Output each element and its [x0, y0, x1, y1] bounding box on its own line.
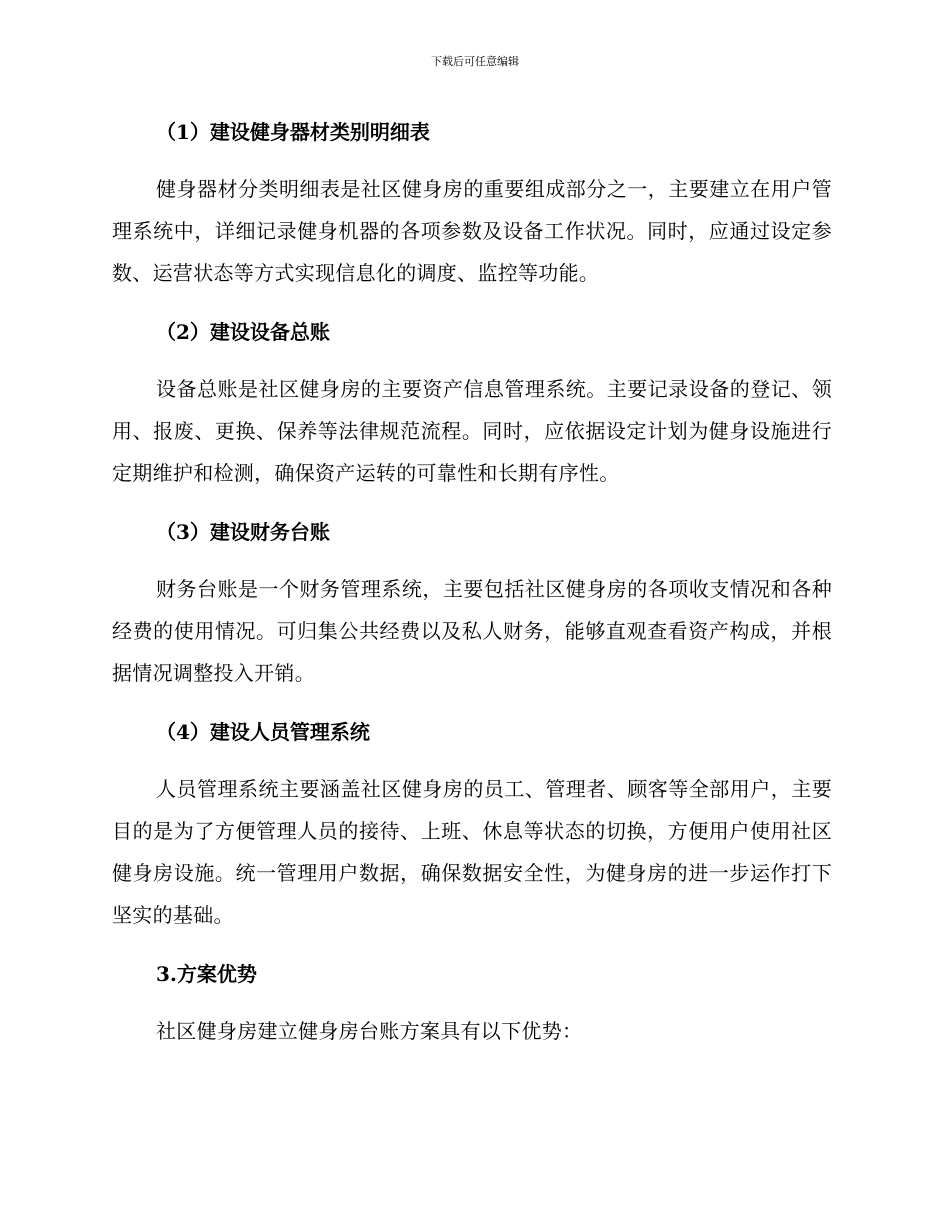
section-heading-2: （2）建设设备总账 [156, 320, 330, 344]
section-heading-5: 3.方案优势 [156, 962, 257, 986]
section-paragraph-2: 设备总账是社区健身房的主要资产信息管理系统。主要记录设备的登记、领用、报废、更换、保养等法律规范流程。同时，应依据设定计划为健身设施进行定期维护和检测，确保资产运转的可靠性和长期有序性。 [112, 377, 832, 485]
section-paragraph-4: 人员管理系统主要涵盖社区健身房的员工、管理者、顾客等全部用户，主要目的是为了方便管理人员的接待、上班、休息等状态的切换，方便用户使用社区健身房设施。统一管理用户数据，确保数据安全性，为健身房的进一步运作打下坚实的基础。 [112, 777, 832, 927]
section-heading-4: （4）建设人员管理系统 [156, 720, 370, 744]
document-body [112, 108, 832, 1052]
section-heading-3: （3）建设财务台账 [156, 520, 330, 544]
section-paragraph-5: 社区健身房建立健身房台账方案具有以下优势： [156, 1019, 583, 1043]
section-paragraph-1: 健身器材分类明细表是社区健身房的重要组成部分之一，主要建立在用户管理系统中，详细记录健身机器的各项参数及设备工作状况。同时，应通过设定参数、运营状态等方式实现信息化的调度、监控等功能。 [112, 177, 832, 285]
section-heading-1: （1）建设健身器材类别明细表 [156, 120, 430, 144]
section-paragraph-3: 财务台账是一个财务管理系统，主要包括社区健身房的各项收支情况和各种经费的使用情况。可归集公共经费以及私人财务，能够直观查看资产构成，并根据情况调整投入开销。 [112, 577, 832, 685]
page-header: 下载后可任意编辑 [431, 55, 519, 68]
